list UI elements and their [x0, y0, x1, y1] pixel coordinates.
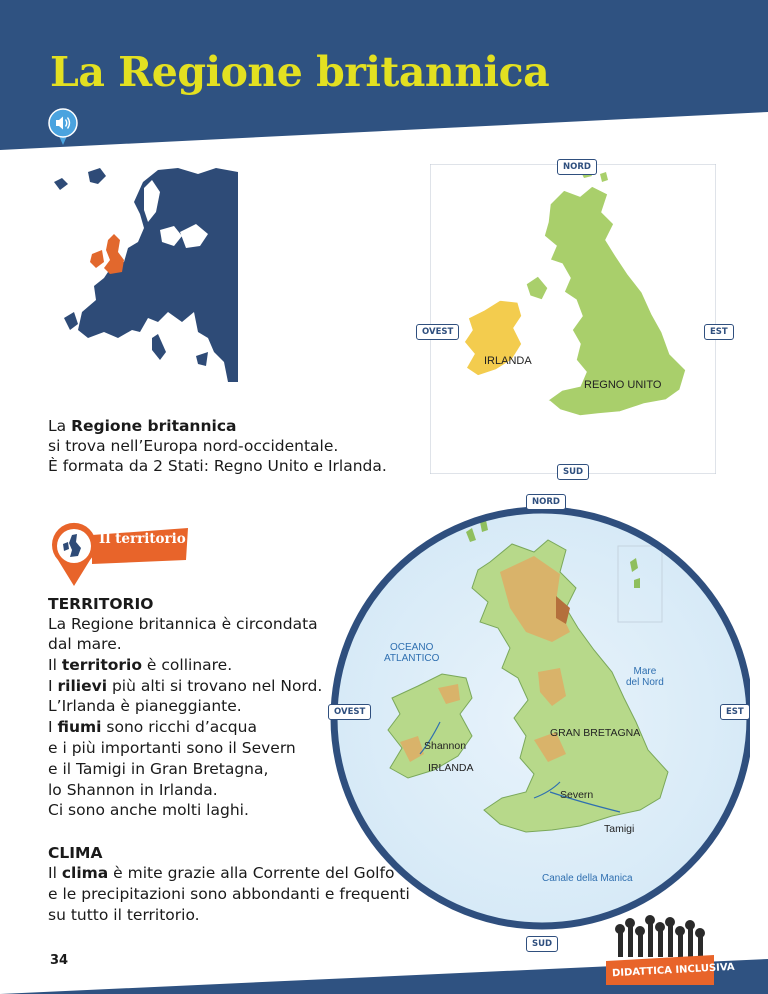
thames-label: Tamigi [604, 823, 635, 835]
territory-line-6: I fiumi sono ricchi d’acqua [48, 718, 257, 736]
territory-line-8: e il Tamigi in Gran Bretagna, [48, 760, 269, 778]
territory-line-9: lo Shannon in Irlanda. [48, 781, 218, 799]
territory-heading: TERRITORIO [48, 595, 154, 613]
territory-line-10: Ci sono anche molti laghi. [48, 801, 249, 819]
north-sea-label: Mare del Nord [626, 666, 664, 688]
territory-line-4: I rilievi più alti si trovano nel Nord. [48, 677, 323, 695]
territory-line-7: e i più importanti sono il Severn [48, 739, 296, 757]
atlantic-ocean-label: OCEANO ATLANTICO [384, 642, 440, 664]
inclusive-didactics-badge: DIDATTICA INCLUSIVA [611, 961, 735, 980]
intro-line-1: La Regione britannica [48, 417, 237, 435]
intro-line-2: si trova nell’Europa nord-occidentale. [48, 437, 339, 455]
page-title: La Regione britannica [50, 48, 550, 96]
ireland-physical-label: IRLANDA [428, 762, 474, 774]
great-britain-label: GRAN BRETAGNA [550, 727, 641, 739]
climate-line-3: su tutto il territorio. [48, 906, 200, 924]
compass-east-label: EST [704, 324, 734, 340]
climate-line-2: e le precipitazioni sono abbondanti e frequenti [48, 885, 410, 903]
compass-north-label: NORD [526, 494, 566, 510]
territory-line-3: Il territorio è collinare. [48, 656, 233, 674]
section-title: Il territorio [99, 531, 186, 547]
compass-west-label: OVEST [328, 704, 371, 720]
climate-heading: CLIMA [48, 844, 103, 862]
uk-political-map [418, 160, 738, 478]
severn-label: Severn [560, 789, 594, 801]
shannon-label: Shannon [424, 740, 467, 752]
compass-east-label: EST [720, 704, 750, 720]
uk-label: REGNO UNITO [584, 379, 662, 391]
compass-west-label: OVEST [416, 324, 459, 340]
english-channel-label: Canale della Manica [542, 873, 633, 884]
uk-physical-map [320, 492, 750, 952]
ireland-label: IRLANDA [484, 355, 532, 367]
intro-line-3: È formata da 2 Stati: Regno Unito e Irlanda. [48, 457, 387, 475]
territory-line-5: L’Irlanda è pianeggiante. [48, 697, 242, 715]
compass-north-label: NORD [557, 159, 597, 175]
territory-line-2: dal mare. [48, 635, 122, 653]
page-number: 34 [50, 953, 69, 968]
compass-south-label: SUD [526, 936, 558, 952]
compass-south-label: SUD [557, 464, 589, 480]
territory-line-1: La Regione britannica è circondata [48, 615, 318, 633]
europe-locator-map [48, 162, 238, 382]
climate-line-1: Il clima è mite grazie alla Corrente del Golfo [48, 864, 395, 882]
speaker-icon[interactable] [48, 108, 78, 146]
